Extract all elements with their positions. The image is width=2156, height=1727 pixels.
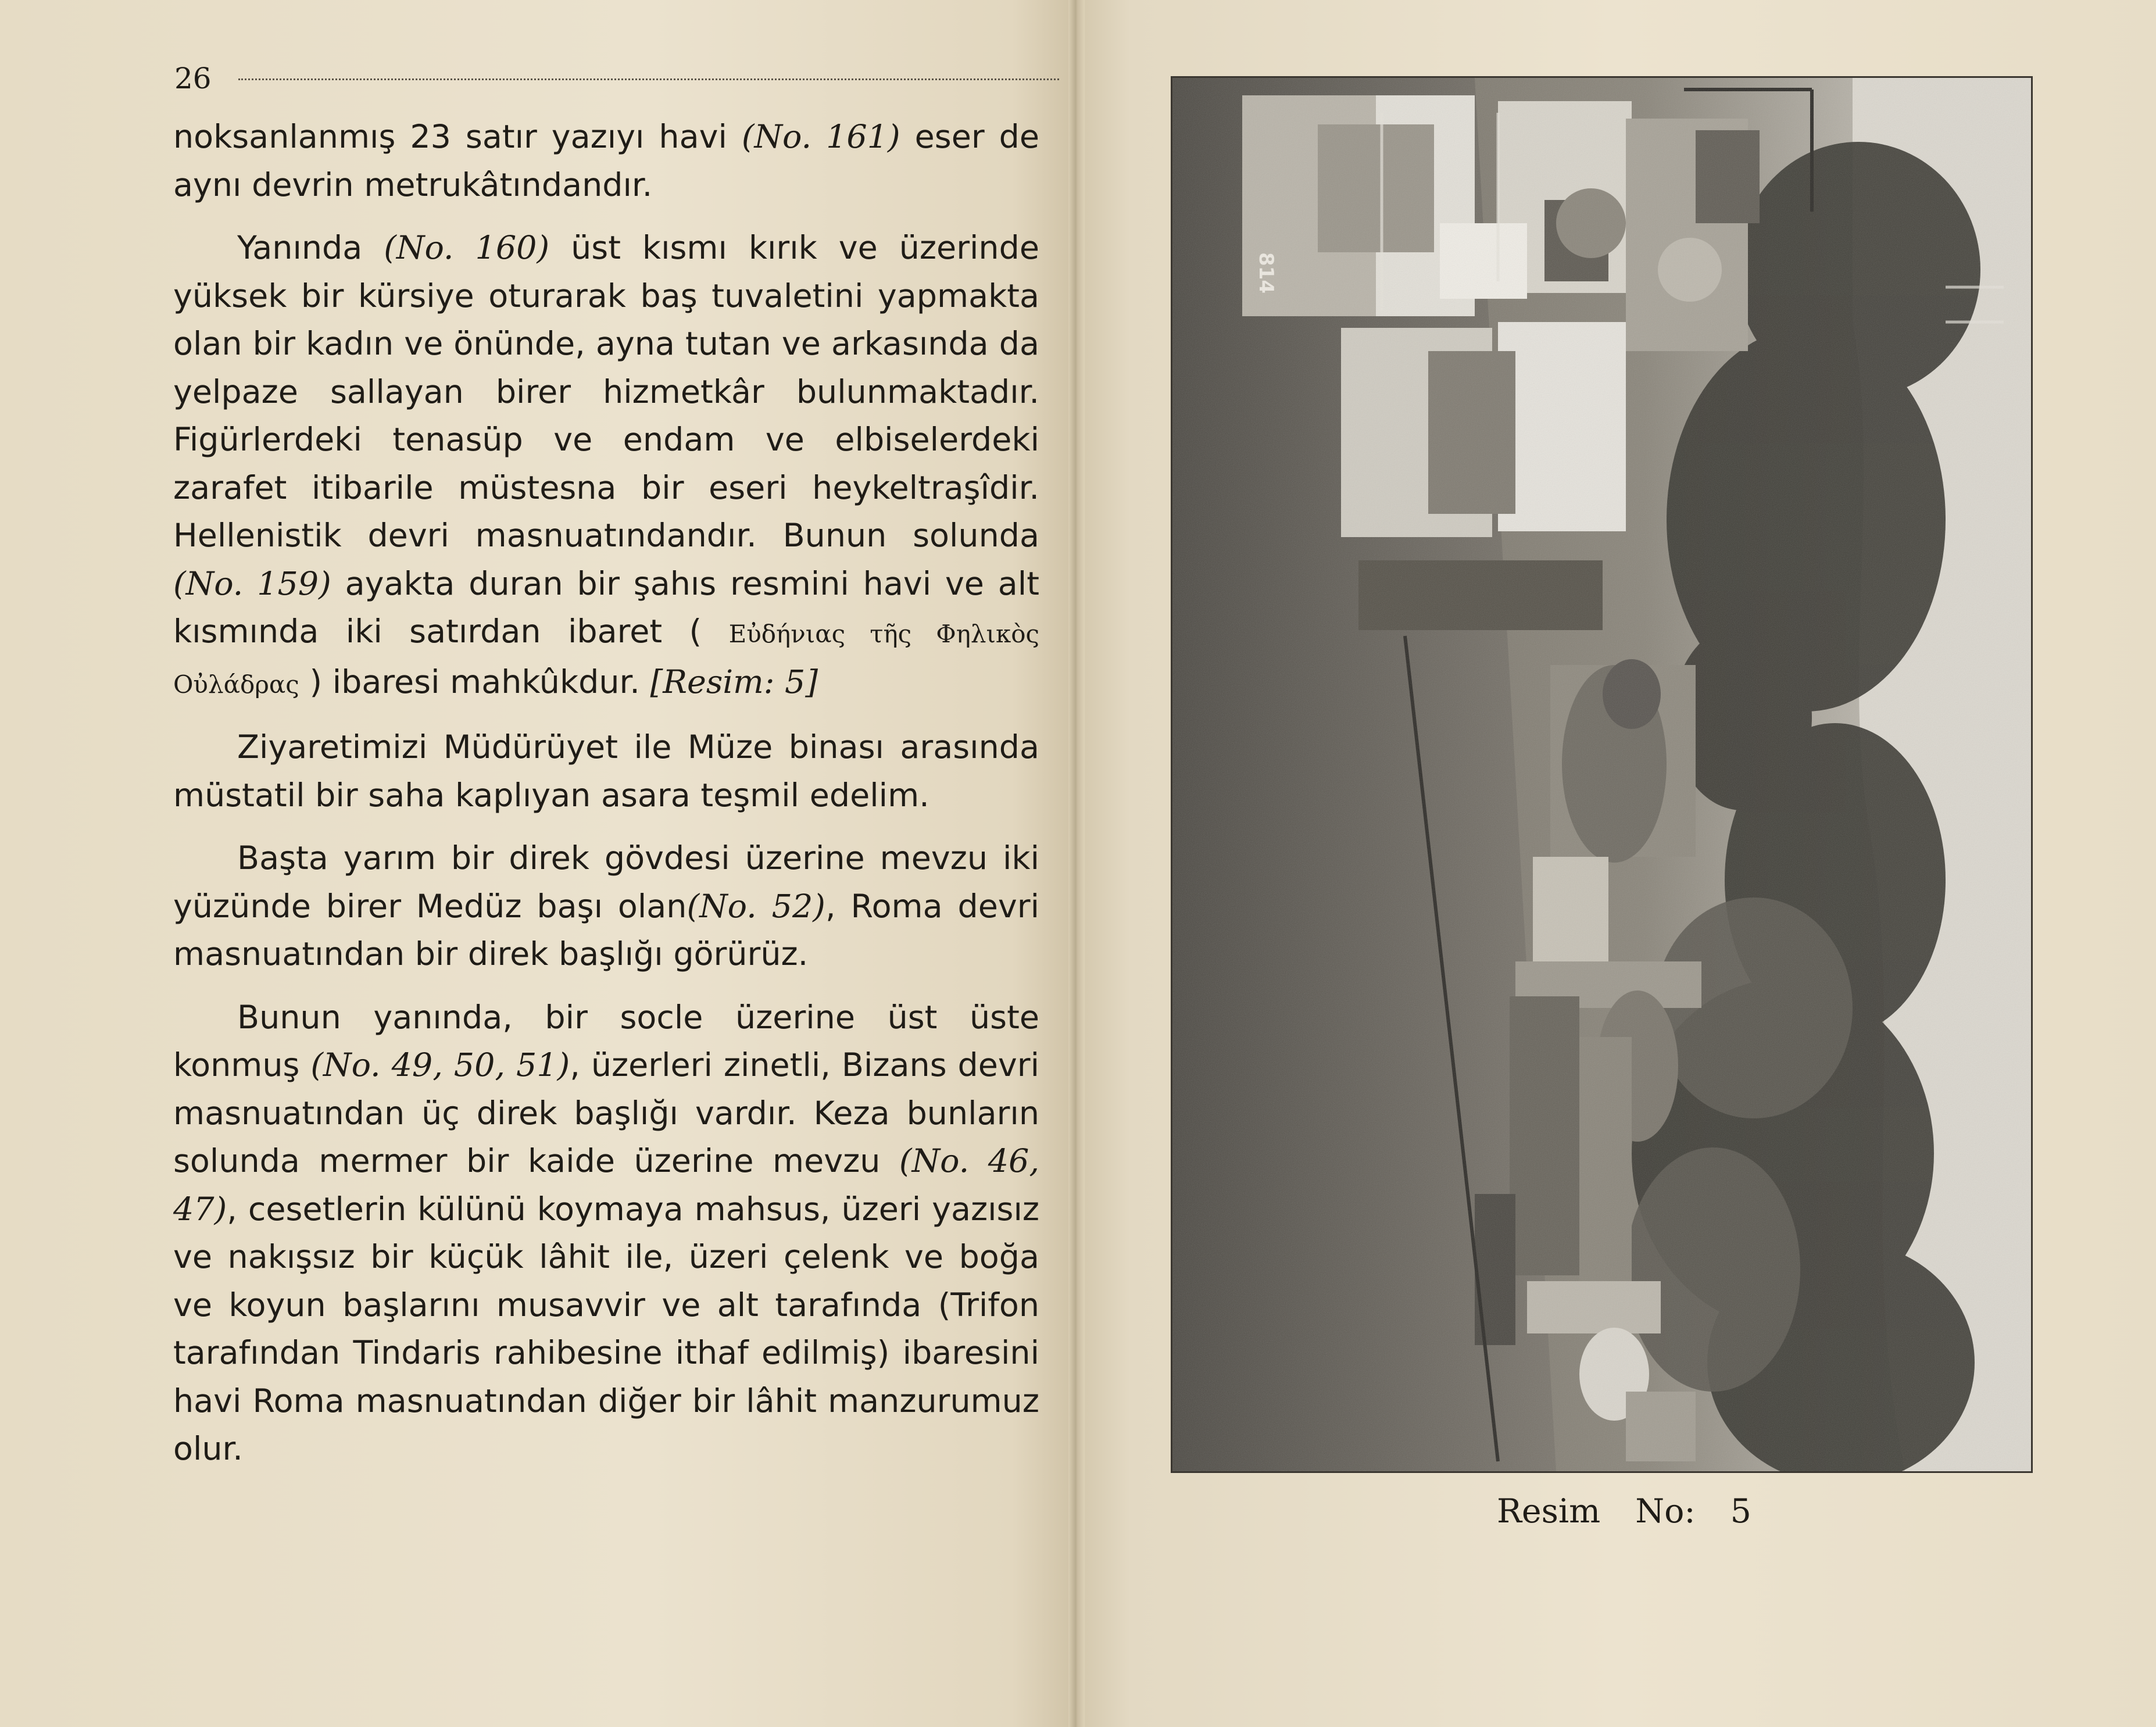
page-number: 26 <box>174 62 212 95</box>
catalog-reference: (No. 160) <box>384 229 550 267</box>
museum-garden-photo <box>1171 76 2033 1473</box>
paragraph: Başta yarım bir direk gövdesi üzerine mevzu iki yüzünde birer Medüz başı olan(No. 52), Roma devri masnuatından bir direk başlığı görürüz. <box>173 839 1040 973</box>
book-gutter <box>1068 0 1085 1727</box>
photo-illustration <box>1172 78 2031 1471</box>
greek-inscription: Εὐδήνιας τῆς Φηλικὸς Οὐλάδρας <box>173 620 1039 699</box>
catalog-reference: (No. 159) <box>173 564 331 603</box>
left-page <box>0 0 1077 1727</box>
caption-word: Resim <box>1497 1492 1601 1531</box>
catalog-reference: (No. 46, 47) <box>173 1142 1040 1228</box>
header-rule <box>238 78 1059 80</box>
catalog-reference: (No. 161) <box>741 118 900 156</box>
catalog-reference: [Resim: 5] <box>650 663 818 701</box>
paragraph: Yanında (No. 160) üst kısmı kırık ve üzerinde yüksek bir kürsiye oturarak baş tuvaletini yapmakta olan bir kadın ve önünde, ayna tutan ve arkasında da yelpaze sallayan birer hizmetkâr bulunmaktadır. Figürlerdeki tenasüp ve endam ve elbiselerdeki zarafet itibarile müstesna bir eseri heykeltraşîdir. Hellenistik devri masnuatındandır. Bunun solunda (No. 159) ayakta duran bir şahıs resmini havi ve alt kısmında iki satırdan ibaret ( Εὐδήνιας τῆς Φηλικὸς Οὐλάδρας ) ibaresi mahkûkdur. [Resim: 5] <box>173 229 1039 701</box>
photo-caption <box>1497 1485 1751 1538</box>
paragraph: Bunun yanında, bir socle üzerine üst üste konmuş (No. 49, 50, 51), üzerleri zinetli, Bizans devri masnuatından üç direk başlığı vardır. Keza bunların solunda mermer bir kaide üzerine mevzu (No. 46, 47), cesetlerin külünü koymaya mahsus, üzeri yazısız ve nakışsız bir küçük lâhit ile, üzeri çelenk ve boğa ve koyun başlarını musavvir ve alt tarafında (Trifon tarafından Tindaris rahibesine ithaf edilmiş) ibaresini havi Roma masnuatından diğer bir lâhit manzurumuz olur. <box>173 998 1040 1468</box>
caption-number: 5 <box>1730 1492 1751 1531</box>
page-header <box>174 55 1065 102</box>
paragraph: Ziyaretimizi Müdürüyet ile Müze binası arasında müstatil bir saha kaplıyan asara teşmil edelim. <box>173 728 1039 814</box>
paragraph: noksanlanmış 23 satır yazıyı havi (No. 161) eser de aynı devrin metrukâtındandır. <box>173 118 1039 204</box>
caption-no: No: <box>1635 1492 1696 1531</box>
catalog-reference: (No. 52) <box>687 887 825 925</box>
body-text <box>173 113 1039 1489</box>
catalog-reference: (No. 49, 50, 51) <box>310 1046 570 1084</box>
